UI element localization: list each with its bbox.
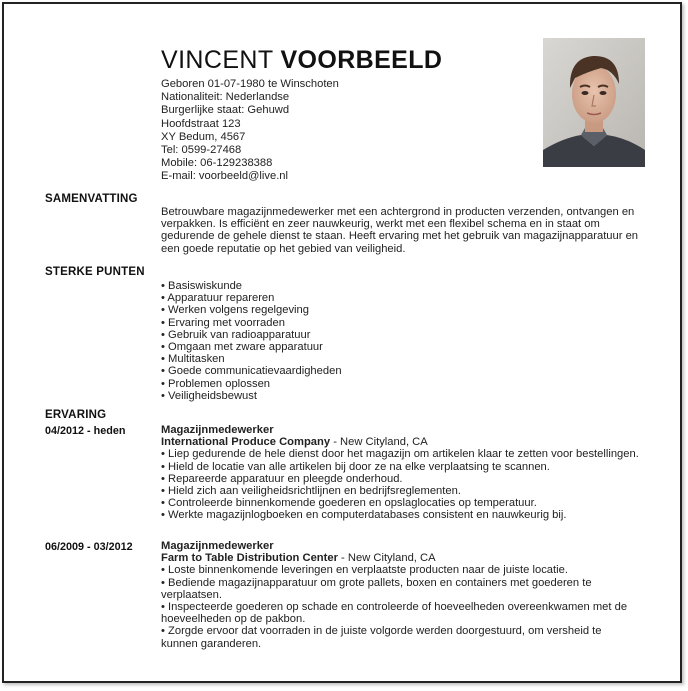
job-employer xyxy=(161,552,641,564)
summary-text: Betrouwbare magazijnmedewerker met een achtergrond in producten verzenden, ontvangen en verpakken. Is efficiënt en zeer nauwkeurig, werkt met een flexibel schema en in staat om gedurende de gehele dienst te staan. Heeft ervaring met het gebruik van magazijnapparatuur en een goede reputatie op het gebied van veiligheid. xyxy=(161,206,639,255)
profile-photo xyxy=(543,38,645,167)
contact-street: Hoofdstraat 123 xyxy=(161,117,241,130)
contact-city: XY Bedum, 4567 xyxy=(161,130,246,143)
contact-phone: Tel: 0599-27468 xyxy=(161,144,242,157)
contact-marital-status: Burgerlijke staat: Gehuwd xyxy=(161,104,290,117)
job-title: Magazijnmedewerker xyxy=(161,424,274,436)
candidate-name xyxy=(161,46,442,75)
list-item: • Ervaring met voorraden xyxy=(161,316,285,329)
company-location: - New Cityland, CA xyxy=(330,436,428,449)
contact-mobile: Mobile: 06-129238388 xyxy=(161,157,273,170)
contact-info xyxy=(161,78,339,184)
first-name: VINCENT xyxy=(161,46,274,74)
job-title: Magazijnmedewerker xyxy=(161,540,274,552)
job-bullets xyxy=(161,448,641,521)
list-item: • Gebruik van radioapparatuur xyxy=(161,328,311,341)
list-item: • Goede communicatievaardigheden xyxy=(161,365,342,378)
list-item: • Apparatuur repareren xyxy=(161,292,275,305)
list-item: • Problemen oplossen xyxy=(161,377,271,390)
list-item: • Omgaan met zware apparatuur xyxy=(161,341,323,354)
strengths-heading: STERKE PUNTEN xyxy=(45,266,145,278)
job-bullets xyxy=(161,564,641,649)
list-item: • Werkte magazijnlogboeken en computerdatabases consistent en nauwkeurig bij. xyxy=(161,509,567,522)
contact-birth: Geboren 01-07-1980 te Winschoten xyxy=(161,78,339,90)
list-item: • Inspecteerde goederen op schade en controleerde of hoeveelheden overeenkwamen met de hoeveelheden op de pakbon. xyxy=(161,601,628,626)
job-dates: 04/2012 - heden xyxy=(45,425,126,437)
contact-email: E-mail: voorbeeld@live.nl xyxy=(161,170,289,183)
list-item: • Hield de locatie van alle artikelen bij door ze na elke verplaatsing te scannen. xyxy=(161,460,550,473)
list-item: • Basiswiskunde xyxy=(161,280,243,292)
list-item: • Hield zich aan veiligheidsrichtlijnen en bedrijfsreglementen. xyxy=(161,485,461,498)
list-item: • Bediende magazijnapparatuur om grote pallets, boxen en containers met goederen te verplaatsen. xyxy=(161,576,592,601)
summary-heading: SAMENVATTING xyxy=(45,193,138,205)
list-item: • Veiligheidsbewust xyxy=(161,389,257,402)
job-entry xyxy=(161,540,641,650)
last-name: VOORBEELD xyxy=(280,46,443,74)
contact-nationality: Nationaliteit: Nederlandse xyxy=(161,91,290,104)
list-item: • Loste binnenkomende leveringen en verplaatste producten naar de juiste locatie. xyxy=(161,564,568,577)
list-item: • Werken volgens regelgeving xyxy=(161,304,309,317)
job-entry xyxy=(161,424,641,522)
strengths-list xyxy=(161,280,342,402)
experience-heading: ERVARING xyxy=(45,409,107,421)
job-dates: 06/2009 - 03/2012 xyxy=(45,541,133,553)
list-item: • Multitasken xyxy=(161,353,225,366)
job-employer xyxy=(161,436,641,448)
list-item: • Repareerde apparatuur en pleegde onderhoud. xyxy=(161,472,403,485)
resume-page xyxy=(2,2,682,683)
list-item: • Liep gedurende de hele dienst door het magazijn om artikelen klaar te zetten voor bestellingen. xyxy=(161,448,639,461)
company-name: International Produce Company xyxy=(161,436,331,449)
company-location: - New Cityland, CA xyxy=(337,552,436,565)
company-name: Farm to Table Distribution Center xyxy=(161,552,338,565)
list-item: • Zorgde ervoor dat voorraden in de juiste volgorde werden doorgestuurd, om versheid te kunnen garanderen. xyxy=(161,625,602,650)
list-item: • Controleerde binnenkomende goederen en opslaglocaties op temperatuur. xyxy=(161,497,537,510)
